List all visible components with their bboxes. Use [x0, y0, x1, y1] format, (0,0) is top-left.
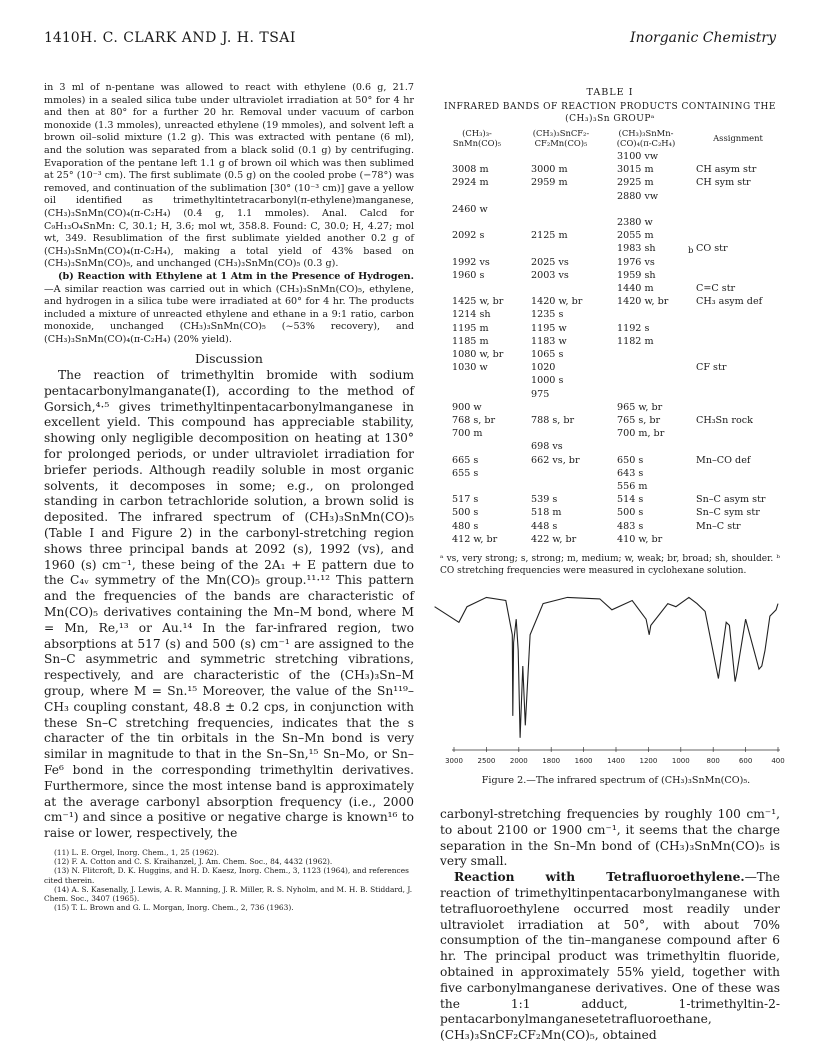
table-cell: 665 s [452, 454, 479, 466]
table-cell: 1992 vs [452, 256, 490, 268]
body-paragraph [440, 870, 780, 1044]
table-row [440, 481, 780, 494]
table-row [440, 243, 780, 256]
table-caption-line: INFRARED BANDS OF REACTION PRODUCTS CONTAINING THE [444, 102, 776, 112]
table-cell: 2092 s [452, 230, 485, 242]
table-cell: 1182 m [617, 335, 654, 347]
table-cell: 3008 m [452, 164, 489, 176]
table-cell: 655 s [452, 467, 479, 479]
table-cell: 1195 w [531, 322, 567, 334]
table-cell: 2025 vs [531, 256, 569, 268]
figure-caption: Figure 2.—The infrared spectrum of (CH₃)₃SnMn(CO)₅. [481, 775, 751, 786]
table-cell: 3100 vw [617, 151, 659, 162]
table-cell: 1420 w, br [617, 296, 669, 308]
table-cell: 412 w, br [452, 533, 498, 545]
table-row [440, 402, 780, 415]
table-row [440, 217, 780, 230]
table-cell: Mn–CO def [696, 454, 751, 466]
table-cell: 480 s [452, 520, 479, 532]
table-cell: 1960 s [452, 269, 485, 281]
col-header-line: (CH₃)₃- [462, 128, 492, 138]
table-cell: 2924 m [452, 177, 489, 189]
table-cell: 765 s, br [617, 415, 661, 426]
experimental-paragraph-b [44, 271, 414, 347]
reference-item: (11) L. E. Orgel, Inorg. Chem., 1, 25 (1962). [54, 847, 219, 857]
table-footnotes [440, 554, 780, 577]
journal-name: Inorganic Chemistry [630, 30, 776, 46]
table-cell: 448 s [531, 520, 558, 532]
table-cell: 650 s [617, 454, 644, 466]
x-tick-label: 2000 [509, 757, 528, 765]
table-row [440, 507, 780, 520]
discussion-heading: Discussion [195, 351, 263, 367]
table-cell: 700 m, br [617, 428, 665, 440]
spectrum-trace [435, 597, 778, 737]
table-cell: 2925 m [617, 177, 654, 189]
left-column [44, 82, 414, 912]
body-paragraph: carbonyl-stretching frequencies by roughly 100 cm⁻¹, to about 2100 or 1900 cm⁻¹, it seems that the charge separation in the Sn–Mn bond of (CH₃)₃SnMn(CO)₅ is very small. [440, 807, 780, 869]
table-row [440, 494, 780, 507]
table-cell: 1030 w [452, 362, 488, 374]
table-col-header [700, 133, 776, 143]
subsection-heading: Reaction with Tetrafluoroethylene. [454, 870, 745, 885]
right-column [440, 807, 780, 1044]
table-cell: 2959 m [531, 177, 568, 189]
references [44, 848, 414, 912]
table-row [440, 468, 780, 481]
table-cell: 518 m [531, 507, 562, 519]
table-row [440, 270, 780, 283]
discussion-paragraph: The reaction of trimethyltin bromide with sodium pentacarbonylmanganate(I), according to the method of Gorsich,⁴·⁵ gives trimethyltinpentacarbonylmanganese in excellent yield. This compound has appreciable stability, showing only negligible decomposition on heating at 130° for prolonged periods, or under ultraviolet irradiation for briefer periods. Although readily soluble in most organic solvents, it decomposes in some; e.g., on prolonged standing in carbon tetrachloride solution, a brown solid is deposited. The infrared spectrum of (CH₃)₃SnMn(CO)₅ (Table I and Figure 2) in the carbonyl-stretching region shows three principal bands at 2092 (s), 1992 (vs), and 1960 (s) cm⁻¹, these being of the 2A₁ + E pattern due to the C₄ᵥ symmetry of the Mn(CO)₅ group.¹¹·¹² This pattern and the frequencies of the bands are characteristic of Mn(CO)₅ derivatives containing the Mn–M bond, where M = Mn, Re,¹³ or Au.¹⁴ In the far-infrared region, two absorptions at 517 (s) and 500 (s) cm⁻¹ are assigned to the Sn–C asymmetric and symmetric stretching vibrations, respectively, and are characteristic of the (CH₃)₃Sn–M group, where M = Sn.¹⁵ Moreover, the value of the Sn¹¹⁹–CH₃ coupling constant, 48.8 ± 0.2 cps, in conjunction with these Sn–C stretching frequencies, indicates that the s character of the tin orbitals in the Sn–Mn bond is very similar in magnitude to that in the Sn–Sn,¹⁵ Sn–Mo, or Sn–Fe⁶ bond in the corresponding trimethyltin derivatives. Furthermore, since the most intense band is approximately at the average carbonyl absorption frequency (i.e., 2000 cm⁻¹) and since a positive or negative charge is known¹⁶ to raise or lower, respectively, the [44, 368, 414, 841]
table-col-header [444, 128, 510, 148]
table-cell: 1000 s [531, 375, 564, 387]
col-header-line: (CO)₄(π-C₂H₄) [616, 138, 676, 148]
running-header [44, 30, 776, 52]
reference-item: (12) F. A. Cotton and C. S. Kraihanzel, J. Am. Chem. Soc., 84, 4432 (1962). [54, 857, 333, 867]
table-cell: 1235 s [531, 309, 564, 321]
table-cell: 517 s [452, 494, 479, 506]
table-cell: Sn–C asym str [696, 494, 766, 506]
col-header-line: SnMn(CO)₅ [452, 138, 502, 148]
table-cell: 556 m [617, 481, 648, 492]
table-cell: 788 s, br [531, 415, 575, 426]
table-row [440, 257, 780, 270]
table-row [440, 534, 780, 547]
table-cell: 3015 m [617, 164, 654, 176]
table-row [440, 455, 780, 468]
x-tick-label: 1200 [639, 757, 658, 765]
table-cell: 1214 sh [452, 309, 491, 321]
x-tick-label: 1400 [607, 757, 625, 765]
table-cell: 3000 m [531, 164, 568, 176]
x-tick-label: 1800 [542, 757, 561, 765]
table-cell: 1976 vs [617, 256, 655, 268]
table-caption-line: (CH₃)₃Sn GROUPᵃ [565, 114, 655, 124]
table-cell: 698 vs [531, 441, 563, 453]
table-cell: 1183 w [531, 335, 567, 347]
table-cell: 422 w, br [531, 533, 577, 545]
running-authors: H. C. CLARK AND J. H. TSAI [80, 30, 296, 46]
table-cell: 2125 m [531, 230, 568, 242]
table-cell: 1080 w, br [452, 349, 504, 360]
reference-item: (13) N. Flitcroft, D. K. Huggins, and H. D. Kaesz, Inorg. Chem., 3, 1123 (1964), and references cited therein. [44, 866, 409, 885]
table-cell: 500 s [617, 507, 644, 519]
table-row [440, 362, 780, 375]
col-header-line: (CH₃)₃SnMn- [618, 128, 674, 138]
table-row [440, 283, 780, 296]
table-cell: 1185 m [452, 335, 489, 347]
table-cell: 2880 vw [617, 190, 659, 202]
table-cell: CH₃Sn rock [696, 415, 753, 426]
ir-spectrum-figure [445, 580, 785, 770]
table-row [440, 441, 780, 454]
col-header-line: Assignment [713, 133, 763, 143]
table-cell: 410 w, br [617, 533, 663, 545]
table-row [440, 349, 780, 362]
table-cell: 2460 w [452, 203, 488, 215]
table-cell: Sn–C sym str [696, 507, 760, 519]
table-caption [440, 101, 780, 125]
table-cell: 1192 s [617, 322, 650, 334]
table-row [440, 177, 780, 190]
table-cell: 2380 w [617, 217, 653, 228]
col-header-line: CF₂Mn(CO)₅ [534, 138, 588, 148]
table-cell: 643 s [617, 467, 644, 479]
footnote-mark-b: b [688, 246, 694, 256]
x-tick-label: 1600 [574, 757, 593, 765]
table-cell: 975 [531, 388, 550, 400]
table-row [440, 415, 780, 428]
table-cell: C=C str [696, 283, 736, 294]
table-cell: 1195 m [452, 322, 489, 334]
table-row [440, 521, 780, 534]
table-row [440, 164, 780, 177]
table-row [440, 428, 780, 441]
col-header-line: (CH₃)₃SnCF₂- [532, 128, 590, 138]
table-col-header [608, 128, 684, 148]
table-cell: 483 s [617, 520, 644, 532]
reference-item: (15) T. L. Brown and G. L. Morgan, Inorg. Chem., 2, 736 (1963). [54, 903, 294, 913]
table-row [440, 296, 780, 309]
table-cell: 2055 m [617, 230, 654, 242]
reference-item: (14) A. S. Kasenally, J. Lewis, A. R. Manning, J. R. Miller, R. S. Nyholm, and M. H. B. Stiddard, J. Chem. Soc., 3407 (1965). [44, 884, 413, 903]
table-title: TABLE I [586, 87, 634, 98]
table-row [440, 309, 780, 322]
table-cell: CH sym str [696, 177, 751, 189]
table-cell: 1959 sh [617, 269, 656, 281]
table-row [440, 323, 780, 336]
table-cell: CO str [696, 243, 728, 255]
table-cell: 1420 w, br [531, 296, 583, 308]
subsection-heading: (b) Reaction with Ethylene at 1 Atm in the Presence of Hydrogen. [58, 270, 414, 282]
table-cell: 1440 m [617, 283, 654, 294]
table-cell: 1020 [531, 362, 556, 374]
table-cell: CH asym str [696, 164, 757, 176]
table-cell: 1425 w, br [452, 296, 504, 308]
footnote-b: ᵇ CO stretching frequencies were measured in cyclohexane solution. [440, 554, 780, 576]
page-number: 1410 [44, 30, 80, 46]
table-cell: 539 s [531, 494, 558, 506]
table-cell: CH₃ asym def [696, 296, 763, 308]
table-cell: 965 w, br [617, 401, 663, 413]
table-row [440, 389, 780, 402]
x-tick-label: 800 [706, 757, 720, 765]
x-tick-label: 2500 [477, 757, 496, 765]
x-tick-label: 3000 [445, 757, 463, 765]
table-cell: 500 s [452, 507, 479, 519]
experimental-paragraph: in 3 ml of n-pentane was allowed to react with ethylene (0.6 g, 21.7 mmoles) in a sealed silica tube under ultraviolet irradiation at 50° for 4 hr and then at 80° for a further 20 hr. Removal under vacuum of carbon monoxide (1.3 mmoles), unreacted ethylene (19 mmoles), and solvent left a brown oil–solid mixture (1.2 g). This was extracted with pentane (6 ml), and the solution was separated from a black solid (0.1 g) by centrifuging. Evaporation of the pentane left 1.1 g of brown oil which was then sublimed at 25° (10⁻³ cm). The first sublimate (0.5 g) on the cooled probe (−78°) was removed, and continuation of the sublimation [30° (10⁻³ cm)] gave a yellow oil identified as trimethyltintetracarbonyl(π-ethylene)manganese, (CH₃)₃SnMn(CO)₄(π-C₂H₄) (0.4 g, 1.1 mmoles). Anal. Calcd for C₉H₁₃O₄SnMn: C, 30.1; H, 3.6; mol wt, 358.8. Found: C, 30.0; H, 4.27; mol wt, 349. Resublimation of the first sublimate yielded another 0.2 g of (CH₃)₃SnMn(CO)₄(π-C₂H₄), making a total yield of 43% based on (CH₃)₃SnMn(CO)₅, and unchanged (CH₃)₃SnMn(CO)₅ (0.3 g). [44, 82, 414, 270]
table-cell: 900 w [452, 401, 482, 413]
subsection-body: —A similar reaction was carried out in which (CH₃)₃SnMn(CO)₅, ethylene, and hydrogen in a silica tube were irradiated at 60° for 4 hr. The products included a mixture of unreacted ethylene and ethane in a 9:1 ratio, carbon monoxide, unchanged (CH₃)₃SnMn(CO)₅ (~53% recovery), and (CH₃)₃SnMn(CO)₄(π-C₂H₄) (20% yield). [44, 283, 414, 345]
x-tick-label: 1000 [671, 757, 690, 765]
table-row [440, 204, 780, 217]
table-cell: 2003 vs [531, 269, 569, 281]
table-cell: 768 s, br [452, 415, 496, 426]
table-cell: 1065 s [531, 349, 564, 360]
table-row [440, 336, 780, 349]
table-row [440, 375, 780, 388]
table-col-header [523, 128, 599, 148]
table-cell: 662 vs, br [531, 454, 580, 466]
x-tick-label: 400 [771, 757, 785, 765]
table-cell: Mn–C str [696, 520, 741, 532]
table-cell: 700 m [452, 428, 483, 440]
table-cell: 514 s [617, 494, 644, 506]
footnote-a: ᵃ vs, very strong; s, strong; m, medium; w, weak; br, broad; sh, shoulder. [440, 554, 774, 564]
table-row [440, 230, 780, 243]
table-cell: 1983 sh [617, 243, 656, 255]
subsection-body: —The reaction of trimethyltinpentacarbonylmanganese with tetrafluoroethylene occurred most readily under ultraviolet irradiation at 50°, with about 70% consumption of the tin–manganese compound after 6 hr. The principal product was trimethyltin fluoride, obtained in approximately 55% yield, together with five carbonylmanganese derivatives. One of these was the 1:1 adduct, 1-trimethyltin-2-pentacarbonylmanganesetetrafluoroethane, (CH₃)₃SnCF₂CF₂Mn(CO)₅, obtained [440, 870, 780, 1043]
table-row [440, 151, 780, 164]
x-tick-label: 600 [738, 757, 753, 765]
table-cell: CF str [696, 362, 727, 374]
table-row [440, 191, 780, 204]
